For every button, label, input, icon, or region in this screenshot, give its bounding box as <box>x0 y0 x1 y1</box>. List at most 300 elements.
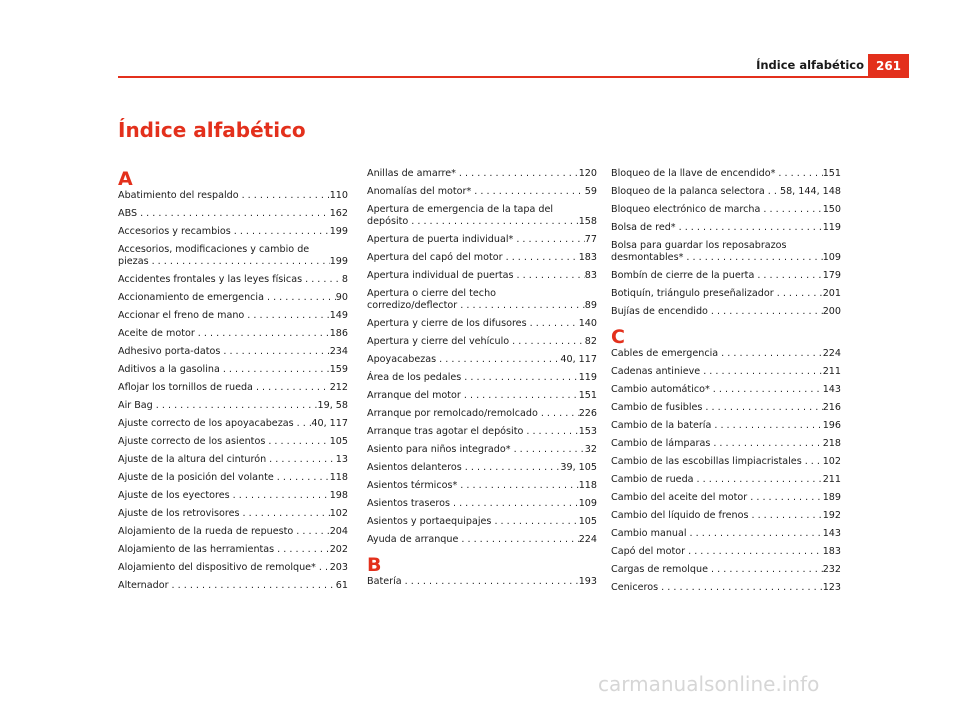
index-entry[interactable] <box>118 310 348 322</box>
index-entry[interactable] <box>367 480 597 492</box>
index-entry-row <box>367 534 597 546</box>
index-entry-pages: 159 <box>329 364 348 375</box>
index-entry[interactable] <box>118 562 348 574</box>
index-entry-row <box>367 234 597 246</box>
index-entry-label: Cambio del líquido de frenos <box>611 510 749 521</box>
index-entry[interactable] <box>611 270 841 282</box>
index-entry-pages: 158 <box>578 216 597 227</box>
index-entry-row <box>611 510 841 522</box>
index-entry[interactable] <box>611 492 841 504</box>
index-entry-label: Ajuste correcto de los apoyacabezas <box>118 418 294 429</box>
index-entry[interactable] <box>367 462 597 474</box>
index-entry-pages: 218 <box>822 438 841 449</box>
index-entry[interactable] <box>118 382 348 394</box>
index-entry[interactable] <box>611 168 841 180</box>
index-entry-pages: 234 <box>329 346 348 357</box>
index-entry[interactable] <box>118 208 348 220</box>
dot-leader <box>683 252 822 264</box>
index-entry-row <box>611 222 841 234</box>
index-entry-label: Ayuda de arranque <box>367 534 459 545</box>
dot-leader <box>754 270 822 282</box>
dot-leader <box>169 580 336 592</box>
index-entry-row <box>611 528 841 540</box>
index-entry-row <box>118 400 348 412</box>
index-entry[interactable] <box>118 490 348 502</box>
index-entry-pages: 200 <box>822 306 841 317</box>
index-entry[interactable] <box>367 354 597 366</box>
dot-leader <box>240 508 330 520</box>
index-entry-pages: 118 <box>329 472 348 483</box>
dot-leader <box>514 270 585 282</box>
index-entry-label-line1: Apertura o cierre del techo <box>367 288 497 299</box>
index-entry[interactable] <box>611 456 841 468</box>
index-entry-label: Cambio de la batería <box>611 420 712 431</box>
dot-leader <box>220 346 329 358</box>
dot-leader <box>676 222 823 234</box>
index-entry-pages: 203 <box>329 562 348 573</box>
index-entry[interactable] <box>118 226 348 238</box>
index-entry-label: Bloqueo electrónico de marcha <box>611 204 761 215</box>
dot-leader <box>220 364 330 376</box>
index-entry-pages: 204 <box>329 526 348 537</box>
dot-leader <box>436 354 560 366</box>
index-entry-pages: 211 <box>822 474 841 485</box>
index-entry[interactable] <box>118 364 348 376</box>
index-letter-heading: A <box>118 168 133 190</box>
index-entry[interactable] <box>611 288 841 300</box>
index-entry-pages: 232 <box>822 564 841 575</box>
index-entry[interactable] <box>611 510 841 522</box>
index-entry-label: corredizo/deflector <box>367 300 458 311</box>
index-entry-row <box>367 270 597 282</box>
index-entry-pages: 61 <box>335 580 348 591</box>
index-entry[interactable] <box>367 534 597 546</box>
index-entry[interactable] <box>118 580 348 592</box>
dot-leader <box>710 438 822 450</box>
index-entry[interactable] <box>118 292 348 304</box>
index-entry[interactable] <box>367 372 597 384</box>
index-entry-pages: 216 <box>822 402 841 413</box>
index-entry-pages: 90 <box>335 292 348 303</box>
index-entry-pages: 120 <box>578 168 597 179</box>
dot-leader <box>457 480 578 492</box>
index-entry-label: Cargas de remolque <box>611 564 709 575</box>
index-entry-label: Apertura y cierre del vehículo <box>367 336 510 347</box>
index-entry-row <box>118 490 348 502</box>
index-entry-row <box>367 372 597 384</box>
running-header-title: Índice alfabético <box>756 58 864 72</box>
index-entry[interactable] <box>367 426 597 438</box>
dot-leader <box>687 528 823 540</box>
index-entry-label: depósito <box>367 216 409 227</box>
index-entry[interactable] <box>367 270 597 282</box>
index-entry-label: Anillas de amarre* <box>367 168 456 179</box>
index-entry[interactable] <box>367 516 597 528</box>
dot-leader <box>316 562 330 574</box>
index-entry[interactable] <box>118 418 348 430</box>
index-entry[interactable] <box>611 474 841 486</box>
index-entry-label: ABS <box>118 208 138 219</box>
dot-leader <box>491 516 578 528</box>
index-entry-pages: 82 <box>584 336 597 347</box>
index-entry[interactable] <box>611 240 841 264</box>
dot-leader <box>708 564 823 576</box>
index-entry-row <box>118 328 348 340</box>
index-entry[interactable] <box>367 288 597 312</box>
index-entry-row <box>611 186 841 198</box>
dot-leader <box>195 328 330 340</box>
dot-leader <box>456 168 579 180</box>
index-entry-pages: 89 <box>584 300 597 311</box>
index-entry-row <box>367 426 597 438</box>
index-entry[interactable] <box>611 366 841 378</box>
index-entry-label: Alojamiento de las herramientas <box>118 544 275 555</box>
index-entry-pages: 162 <box>329 208 348 219</box>
index-column-3 <box>611 168 841 600</box>
index-entry[interactable] <box>611 402 841 414</box>
index-entry-label: Bombín de cierre de la puerta <box>611 270 755 281</box>
index-entry-pages: 198 <box>329 490 348 501</box>
index-entry-label: Alojamiento de la rueda de repuesto <box>118 526 294 537</box>
index-entry-row <box>118 346 348 358</box>
index-entry-label: Aditivos a la gasolina <box>118 364 220 375</box>
dot-leader <box>700 366 822 378</box>
dot-leader <box>748 510 822 522</box>
index-entry-row <box>118 472 348 484</box>
index-entry[interactable] <box>611 438 841 450</box>
index-entry-label: Bloqueo de la llave de encendido* <box>611 168 776 179</box>
index-entry-label: Cambio de lámparas <box>611 438 711 449</box>
index-entry-row <box>118 454 348 466</box>
index-entry-row <box>611 474 841 486</box>
index-entry-label-line1: Accesorios, modificaciones y cambio de <box>118 244 310 255</box>
dot-leader <box>266 454 336 466</box>
index-entry-pages: 105 <box>329 436 348 447</box>
index-entry-label: Accesorios y recambios <box>118 226 231 237</box>
dot-leader <box>511 444 585 456</box>
index-entry-row <box>367 168 597 180</box>
index-entry-label: Adhesivo porta-datos <box>118 346 221 357</box>
dot-leader <box>775 168 822 180</box>
index-entry-label: Ajuste de la altura del cinturón <box>118 454 267 465</box>
index-entry[interactable] <box>367 168 597 180</box>
index-entry-pages: 102 <box>329 508 348 519</box>
index-entry-label: Alternador <box>118 580 169 591</box>
index-entry-pages: 8 <box>341 274 348 285</box>
index-entry-pages: 183 <box>578 252 597 263</box>
index-entry-label: piezas <box>118 256 149 267</box>
index-entry-row <box>367 576 597 588</box>
index-entry-pages: 151 <box>578 390 597 401</box>
index-entry[interactable] <box>367 234 597 246</box>
index-letter-heading: C <box>611 326 625 348</box>
index-entry-row <box>367 516 597 528</box>
dot-leader <box>231 226 330 238</box>
dot-leader <box>527 318 579 330</box>
index-column-2 <box>367 168 597 594</box>
dot-leader <box>294 418 312 430</box>
index-entry-label: Asientos traseros <box>367 498 450 509</box>
index-entry[interactable] <box>118 244 348 268</box>
index-entry-label-line1: Apertura de emergencia de la tapa del <box>367 204 554 215</box>
index-entry-label: Alojamiento del dispositivo de remolque* <box>118 562 316 573</box>
index-entry-label: Bujías de encendido <box>611 306 708 317</box>
index-entry[interactable] <box>118 436 348 448</box>
index-entry-pages: 201 <box>822 288 841 299</box>
index-entry-pages: 192 <box>822 510 841 521</box>
index-entry-row <box>367 354 597 366</box>
dot-leader <box>702 402 822 414</box>
index-entry-label: Accionamiento de emergencia <box>118 292 264 303</box>
index-entry-row <box>611 270 841 282</box>
index-entry-row <box>367 186 597 198</box>
index-entry[interactable] <box>611 564 841 576</box>
dot-leader <box>293 526 329 538</box>
dot-leader <box>685 546 823 558</box>
index-entry-label: Ajuste de los retrovisores <box>118 508 240 519</box>
index-entry[interactable] <box>118 346 348 358</box>
page-number-badge <box>868 54 909 78</box>
index-entry[interactable] <box>367 498 597 510</box>
dot-leader <box>538 408 579 420</box>
index-entry-row <box>611 204 841 216</box>
dot-leader <box>253 382 330 394</box>
dot-leader <box>265 436 329 448</box>
index-entry[interactable] <box>611 384 841 396</box>
index-entry-row <box>611 420 841 432</box>
index-entry-pages: 105 <box>578 516 597 527</box>
index-entry-row <box>611 348 841 360</box>
index-entry-pages: 77 <box>584 234 597 245</box>
index-entry-label: Batería <box>367 576 402 587</box>
index-entry[interactable] <box>611 582 841 594</box>
index-entry-row <box>118 508 348 520</box>
dot-leader <box>694 474 823 486</box>
index-entry-pages: 102 <box>822 456 841 467</box>
index-entry-label: Aflojar los tornillos de rueda <box>118 382 253 393</box>
index-entry[interactable] <box>367 576 597 588</box>
index-entry-pages: 59 <box>584 186 597 197</box>
index-entry[interactable] <box>118 526 348 538</box>
index-entry-row <box>367 390 597 402</box>
index-entry-row <box>611 288 841 300</box>
index-entry-pages: 179 <box>822 270 841 281</box>
dot-leader <box>274 544 330 556</box>
index-entry-pages: 143 <box>822 384 841 395</box>
index-entry-pages: 13 <box>335 454 348 465</box>
index-entry[interactable] <box>367 318 597 330</box>
dot-leader <box>765 186 780 198</box>
index-entry-row <box>367 252 597 264</box>
index-entry-label: Bolsa de red* <box>611 222 676 233</box>
index-entry-label: Arranque tras agotar el depósito <box>367 426 524 437</box>
index-entry-row <box>611 366 841 378</box>
index-entry-label: Botiquín, triángulo preseñalizador <box>611 288 774 299</box>
index-entry-pages: 40, 117 <box>560 354 597 365</box>
index-entry-row <box>118 580 348 592</box>
index-entry-label: Área de los pedales <box>367 372 462 383</box>
index-entry[interactable] <box>118 190 348 202</box>
index-entry-label: Asiento para niños integrado* <box>367 444 511 455</box>
index-column-1 <box>118 168 348 598</box>
index-entry-pages: 193 <box>578 576 597 587</box>
index-entry[interactable] <box>611 222 841 234</box>
index-entry-row <box>118 364 348 376</box>
index-entry[interactable] <box>118 472 348 484</box>
index-entry-pages: 199 <box>329 256 348 267</box>
index-entry-label: Asientos y portaequipajes <box>367 516 492 527</box>
index-entry-row <box>611 306 841 318</box>
index-entry-row <box>611 582 841 594</box>
index-entry-label: Air Bag <box>118 400 153 411</box>
page-number: 261 <box>875 59 902 73</box>
index-entry-row <box>118 382 348 394</box>
index-entry-row <box>367 300 597 312</box>
dot-leader <box>458 534 578 546</box>
index-entry-pages: 109 <box>578 498 597 509</box>
index-entry-row <box>367 336 597 348</box>
index-entry-row <box>367 216 597 228</box>
index-entry-label: Cambio de fusibles <box>611 402 703 413</box>
index-entry-label: Bloqueo de la palanca selectora <box>611 186 765 197</box>
index-entry-label: Ajuste de los eyectores <box>118 490 230 501</box>
index-entry-row <box>611 492 841 504</box>
index-entry[interactable] <box>611 204 841 216</box>
index-entry-row <box>118 544 348 556</box>
index-entry-pages: 224 <box>822 348 841 359</box>
index-entry-row <box>367 498 597 510</box>
index-entry-row <box>367 408 597 420</box>
index-entry-label: Apertura individual de puertas <box>367 270 514 281</box>
index-entry-label: Arranque del motor <box>367 390 461 401</box>
index-entry-pages: 109 <box>822 252 841 263</box>
dot-leader <box>711 420 822 432</box>
index-entry-row <box>611 438 841 450</box>
dot-leader <box>462 462 561 474</box>
index-entry-pages: 140 <box>578 318 597 329</box>
index-entry-pages: 186 <box>329 328 348 339</box>
index-entry-label: Apertura del capó del motor <box>367 252 503 263</box>
index-entry[interactable] <box>118 454 348 466</box>
dot-leader <box>230 490 330 502</box>
index-entry[interactable] <box>367 336 597 348</box>
index-entry[interactable] <box>367 204 597 228</box>
index-entry[interactable] <box>118 544 348 556</box>
dot-leader <box>710 384 823 396</box>
dot-leader <box>802 456 823 468</box>
header-rule <box>118 76 909 78</box>
index-entry[interactable] <box>367 252 597 264</box>
index-entry[interactable] <box>367 186 597 198</box>
index-entry-label: Cambio de las escobillas limpiacristales <box>611 456 802 467</box>
dot-leader <box>509 336 585 348</box>
index-entry-row <box>611 168 841 180</box>
index-entry-row <box>118 208 348 220</box>
watermark-text: carmanualsonline.info <box>598 672 820 696</box>
index-entry-pages: 58, 144, 148 <box>779 186 841 197</box>
index-letter-heading: B <box>367 554 382 576</box>
index-entry[interactable] <box>611 348 841 360</box>
index-entry-label: Capó del motor <box>611 546 686 557</box>
index-entry-pages: 212 <box>329 382 348 393</box>
dot-leader <box>450 498 579 510</box>
index-entry[interactable] <box>118 400 348 412</box>
index-entry-pages: 150 <box>822 204 841 215</box>
index-entry[interactable] <box>611 186 841 198</box>
index-entry-pages: 153 <box>578 426 597 437</box>
dot-leader <box>523 426 578 438</box>
index-entry-pages: 226 <box>578 408 597 419</box>
index-entry-row <box>118 418 348 430</box>
dot-leader <box>457 300 585 312</box>
index-entry-label: Apertura y cierre de los difusores <box>367 318 527 329</box>
index-entry-label: Aceite de motor <box>118 328 195 339</box>
index-entry-label: Abatimiento del respaldo <box>118 190 239 201</box>
index-entry[interactable] <box>367 444 597 456</box>
index-entry-row <box>367 480 597 492</box>
index-entry-pages: 118 <box>578 480 597 491</box>
dot-leader <box>264 292 336 304</box>
index-entry-label: Accionar el freno de mano <box>118 310 245 321</box>
index-entry-pages: 83 <box>584 270 597 281</box>
index-entry-row <box>118 436 348 448</box>
index-entry[interactable] <box>611 420 841 432</box>
index-entry-row <box>118 190 348 202</box>
dot-leader <box>760 204 822 216</box>
index-entry-label: Asientos térmicos* <box>367 480 458 491</box>
index-entry-label: Cambio manual <box>611 528 687 539</box>
index-entry-pages: 123 <box>822 582 841 593</box>
dot-leader <box>774 288 823 300</box>
index-entry-pages: 19, 58 <box>317 400 348 411</box>
index-entry-row <box>367 318 597 330</box>
index-entry[interactable] <box>367 390 597 402</box>
index-entry-label: Ajuste correcto de los asientos <box>118 436 266 447</box>
dot-leader <box>302 274 342 286</box>
index-entry-label: Accidentes frontales y las leyes físicas <box>118 274 303 285</box>
index-entry-label: Cables de emergencia <box>611 348 719 359</box>
index-entry[interactable] <box>118 274 348 286</box>
index-entry-pages: 183 <box>822 546 841 557</box>
index-entry[interactable] <box>611 528 841 540</box>
index-entry[interactable] <box>367 408 597 420</box>
index-entry-pages: 40, 117 <box>311 418 348 429</box>
index-entry-label: Ceniceros <box>611 582 659 593</box>
index-entry-label: Apertura de puerta individual* <box>367 234 514 245</box>
index-entry-row <box>118 274 348 286</box>
index-entry-label: Asientos delanteros <box>367 462 462 473</box>
index-entry-row <box>118 526 348 538</box>
index-entry-row <box>118 226 348 238</box>
index-entry[interactable] <box>611 546 841 558</box>
index-entry-label-line1: Bolsa para guardar los reposabrazos <box>611 240 787 251</box>
index-entry-row <box>367 444 597 456</box>
dot-leader <box>244 310 329 322</box>
index-entry-label: Cambio del aceite del motor <box>611 492 748 503</box>
index-entry-pages: 211 <box>822 366 841 377</box>
dot-leader <box>149 256 330 268</box>
index-entry-pages: 32 <box>584 444 597 455</box>
index-entry-pages: 39, 105 <box>560 462 597 473</box>
index-entry[interactable] <box>118 328 348 340</box>
index-entry-pages: 189 <box>822 492 841 503</box>
index-entry-label: Ajuste de la posición del volante <box>118 472 274 483</box>
dot-leader <box>153 400 318 412</box>
index-entry-label: Cambio automático* <box>611 384 710 395</box>
index-entry[interactable] <box>611 306 841 318</box>
index-entry-pages: 151 <box>822 168 841 179</box>
index-entry[interactable] <box>118 508 348 520</box>
